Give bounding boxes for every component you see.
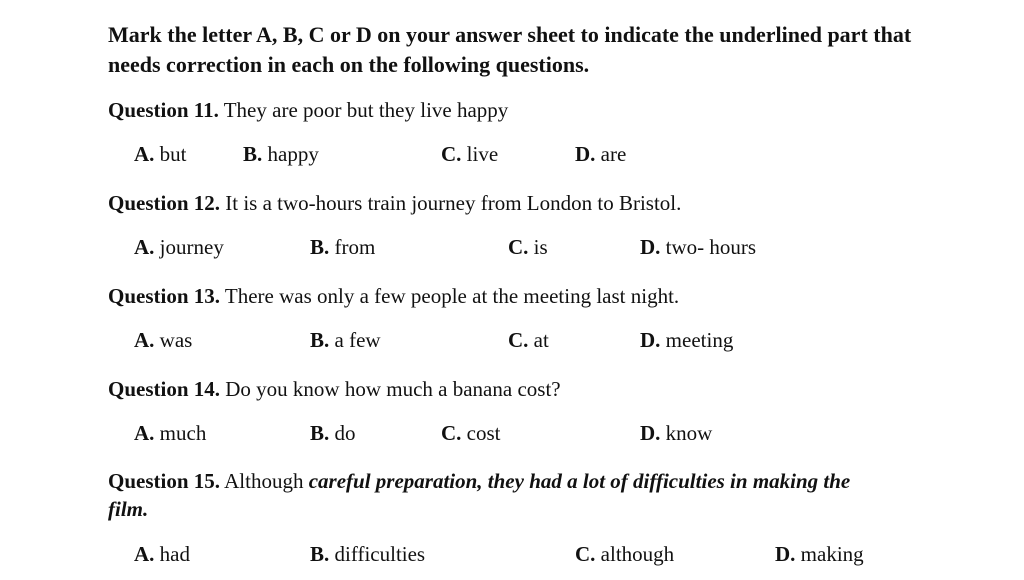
option-letter: A. (134, 328, 155, 352)
option-text: difficulties (334, 542, 426, 566)
option-letter: C. (441, 421, 462, 445)
option-text: journey (159, 235, 224, 259)
question-11 (108, 96, 968, 124)
question-text: There was only a few people at the meeting last night. (224, 284, 680, 308)
question-text-emphasis: careful preparation, they had a lot of difficulties in making the film. (108, 469, 851, 521)
question-text: They are poor but they live happy (223, 98, 509, 122)
option-c (441, 140, 498, 168)
option-text: much (159, 421, 207, 445)
option-d (575, 140, 626, 168)
option-text: are (600, 142, 627, 166)
option-b (243, 140, 319, 168)
question-label: Question 14. (108, 377, 221, 401)
question-label: Question 11. (108, 98, 219, 122)
option-letter: A. (134, 421, 155, 445)
question-text: It is a two-hours train journey from London to Bristol. (225, 191, 682, 215)
option-text: a few (334, 328, 381, 352)
option-text: live (466, 142, 499, 166)
question-14 (108, 375, 968, 403)
option-text: happy (267, 142, 319, 166)
option-d (775, 540, 864, 568)
option-letter: D. (775, 542, 796, 566)
question-label: Question 12. (108, 191, 221, 215)
option-letter: B. (310, 328, 330, 352)
option-a (134, 233, 224, 261)
option-text: was (159, 328, 193, 352)
question-text: Although (224, 469, 304, 493)
option-a (134, 419, 206, 447)
option-letter: D. (575, 142, 596, 166)
option-b (310, 419, 356, 447)
option-letter: C. (575, 542, 596, 566)
option-letter: B. (310, 421, 330, 445)
option-a (134, 326, 192, 354)
option-text: cost (466, 421, 501, 445)
option-b (310, 540, 425, 568)
question-label: Question 13. (108, 284, 221, 308)
option-d (640, 419, 712, 447)
option-letter: A. (134, 542, 155, 566)
option-letter: C. (441, 142, 462, 166)
option-b (310, 326, 381, 354)
option-c (508, 326, 549, 354)
option-a (134, 140, 187, 168)
option-letter: D. (640, 328, 661, 352)
option-b (310, 233, 375, 261)
option-letter: D. (640, 235, 661, 259)
option-text: is (533, 235, 548, 259)
option-d (640, 233, 756, 261)
option-letter: C. (508, 328, 529, 352)
question-12 (108, 189, 968, 217)
option-text: meeting (665, 328, 734, 352)
option-text: but (159, 142, 187, 166)
option-letter: D. (640, 421, 661, 445)
option-letter: A. (134, 235, 155, 259)
option-text: do (334, 421, 356, 445)
option-letter: C. (508, 235, 529, 259)
option-c (508, 233, 548, 261)
question-15 (108, 467, 868, 523)
option-letter: A. (134, 142, 155, 166)
instruction-text: Mark the letter A, B, C or D on your answer sheet to indicate the underlined part that needs correction in each on the following questions. (108, 22, 912, 77)
option-text: two- hours (665, 235, 757, 259)
option-text: from (334, 235, 376, 259)
question-text: Do you know how much a banana cost? (225, 377, 561, 401)
question-13 (108, 282, 968, 310)
option-c (575, 540, 674, 568)
option-letter: B. (310, 542, 330, 566)
option-letter: B. (310, 235, 330, 259)
option-c (441, 419, 501, 447)
question-label: Question 15. (108, 469, 221, 493)
option-d (640, 326, 733, 354)
option-text: had (159, 542, 190, 566)
option-letter: B. (243, 142, 263, 166)
option-text: making (800, 542, 864, 566)
option-text: at (533, 328, 549, 352)
option-text: although (600, 542, 675, 566)
option-text: know (665, 421, 713, 445)
option-a (134, 540, 190, 568)
